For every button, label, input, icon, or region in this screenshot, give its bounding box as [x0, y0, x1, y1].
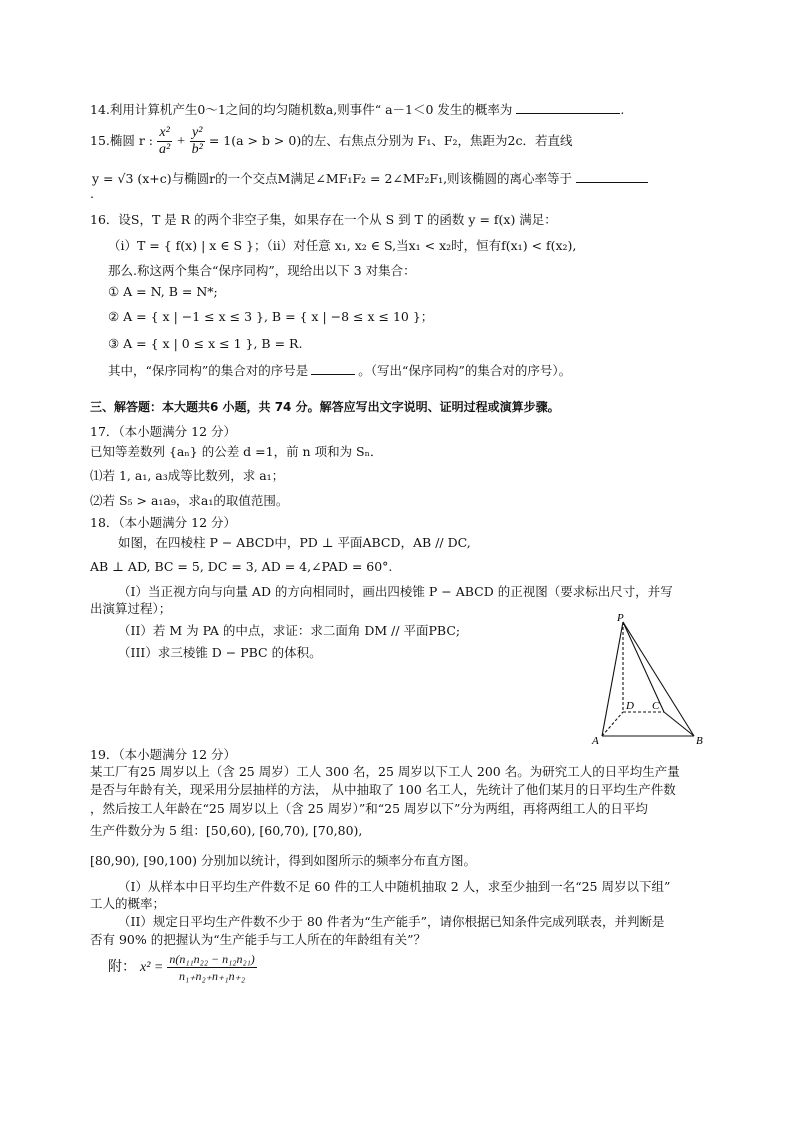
q15-trailing-dot: .: [90, 186, 94, 201]
vertex-label-A: A: [592, 735, 599, 747]
section-3-title: 三、解答题：本大题共6 小题，共 74 分。解答应写出文字说明、证明过程或演算步骤。: [90, 400, 560, 414]
question-18-head: 18．（本小题满分 12 分）: [90, 515, 237, 530]
vertex-label-B: B: [696, 735, 703, 747]
question-17-line-1: 已知等差数列 {aₙ} 的公差 d =1，前 n 项和为 Sₙ．: [90, 444, 383, 459]
q15-answer-blank[interactable]: [576, 170, 648, 183]
vertex-label-C: C: [652, 700, 660, 712]
q15-prefix: 15.椭圆 r :: [90, 133, 154, 148]
q16-answer-line: 其中，“保序同构”的集合对的序号是 。（写出“保序同构”的集合对的序号）。: [108, 363, 572, 378]
question-18-line-1: 如图，在四棱柱 P − ABCD中，PD ⊥ 平面ABCD，AB // DC,: [118, 535, 471, 550]
question-16-line-1: 16．设S，T 是 R 的两个非空子集，如果存在一个从 S 到 T 的函数 y = f(x) 满足：: [90, 212, 557, 227]
q14-answer-blank[interactable]: [516, 101, 620, 114]
q15-fraction-x: $\frac{\text{x²}}{\text{a²}}$: [159, 125, 171, 157]
question-14: 14.利用计算机产生0～1之间的均匀随机数a,则事件“ a－1＜0 发生的概率为 .: [90, 102, 625, 117]
q15-fraction-y: $\frac{\text{y²}}{\text{b²}}$: [191, 125, 203, 157]
vertex-label-P: P: [617, 612, 624, 624]
question-15-line-1: 15.椭圆 r : $\frac{\text{x²}}{\text{a²}}$ + $\frac{\text{y²}}{\text{b²}}$ = 1(a > b > 0)的左、右焦点分别为 F₁、F₂，焦距为2c．若直线: [90, 125, 573, 157]
formula-prefix: 附：: [108, 959, 136, 975]
question-18-part-3: （III）求三棱锥 D − PBC 的体积。: [118, 645, 322, 660]
question-18-part-1a: （I）当正视方向与向量 AD 的方向相同时，画出四棱锥 P − ABCD 的正视图（要求标出尺寸，并写: [118, 584, 673, 599]
pyramid-figure: [590, 612, 710, 752]
question-19-line-4: 生产件数分为 5 组：[50,60), [60,70), [70,80),: [90, 823, 363, 838]
q16-item-2: ② A = { x | −1 ≤ x ≤ 3 }, B = { x | −8 ≤ x ≤ 10 }；: [108, 309, 434, 324]
question-19-part-2a: （II）规定日平均生产件数不少于 80 件者为“生产能手”，请你根据已知条件完成列联表，并判断是: [118, 914, 665, 929]
question-19-line-1: 某工厂有25 周岁以上（含 25 周岁）工人 300 名，25 周岁以下工人 200 名。为研究工人的日平均生产量: [90, 764, 680, 779]
question-19-part-1a: （I）从样本中日平均生产件数不足 60 件的工人中随机抽取 2 人，求至少抽到一名“25 周岁以下组”: [118, 879, 671, 894]
edge-AD: [602, 712, 623, 736]
question-19-line-5: [80,90), [90,100) 分别加以统计，得到如图所示的频率分布直方图。: [90, 853, 476, 868]
edge-BC: [664, 712, 694, 736]
q15-line2: y = √3 (x+c)与椭圆r的一个交点M满足∠MF₁F₂ = 2∠MF₂F₁,则该椭圆的离心率等于: [92, 171, 573, 186]
edge-PC: [623, 622, 664, 712]
question-17-part-2: ⑵若 S₅ > a₁a₉，求a₁的取值范围。: [90, 493, 289, 508]
edge-PA: [602, 622, 623, 736]
question-16-line-2: （i）T = { f(x) | x ∈ S }；（ii）对任意 x₁, x₂ ∈ S,当x₁ < x₂时，恒有f(x₁) < f(x₂),: [108, 238, 577, 253]
q14-text: 14.利用计算机产生0～1之间的均匀随机数a,则事件“ a－1＜0 发生的概率为: [90, 102, 513, 117]
question-18-part-2: （II）若 M 为 PA 的中点，求证：求二面角 DM // 平面PBC;: [118, 623, 461, 638]
question-17-part-1: ⑴若 1, a₁, a₃成等比数列，求 a₁；: [90, 468, 285, 483]
chi-square-formula: [108, 950, 257, 985]
vertex-label-D: D: [626, 700, 634, 712]
q16-item-1: ① A = N, B = N*;: [108, 284, 218, 299]
question-16-line-3: 那么.称这两个集合“保序同构”，现给出以下 3 对集合：: [108, 263, 416, 278]
q16-item-3: ③ A = { x | 0 ≤ x ≤ 1 }, B = R.: [108, 336, 303, 351]
question-19-part-2b: 否有 90% 的把握认为“生产能手与工人所在的年龄组有关”？: [90, 932, 427, 947]
question-18-line-2: AB ⊥ AD, BC = 5, DC = 3, AD = 4,∠PAD = 60°.: [90, 559, 393, 574]
formula-fraction: $\frac{\text{n(n₁₁n₂₂ − n₁₂n₂₁)}}{\text{n₁₊n₂₊n₊₁n₊₂}}$: [169, 952, 255, 983]
question-19-line-3: ，然后按工人年龄在“25 周岁以上（含 25 周岁）”和“25 周岁以下”分为两组，再将两组工人的日平均: [90, 801, 648, 816]
question-15-line-2: [92, 170, 648, 187]
question-17-head: 17．（本小题满分 12 分）: [90, 424, 237, 439]
q16-answer-blank[interactable]: [311, 362, 355, 375]
question-19-line-2: 是否与年龄有关，现采用分层抽样的方法， 从中抽取了 100 名工人，先统计了他们某月的日平均生产件数: [90, 782, 676, 797]
q15-rest: = 1(a > b > 0)的左、右焦点分别为 F₁、F₂，焦距为2c．若直线: [208, 133, 573, 148]
question-19-part-1b: 工人的概率；: [90, 896, 166, 911]
edge-PB: [623, 622, 694, 736]
question-19-head: 19．（本小题满分 12 分）: [90, 747, 237, 762]
question-18-part-1b: 出演算过程）；: [90, 601, 172, 616]
formula-lhs: x² =: [139, 960, 164, 975]
